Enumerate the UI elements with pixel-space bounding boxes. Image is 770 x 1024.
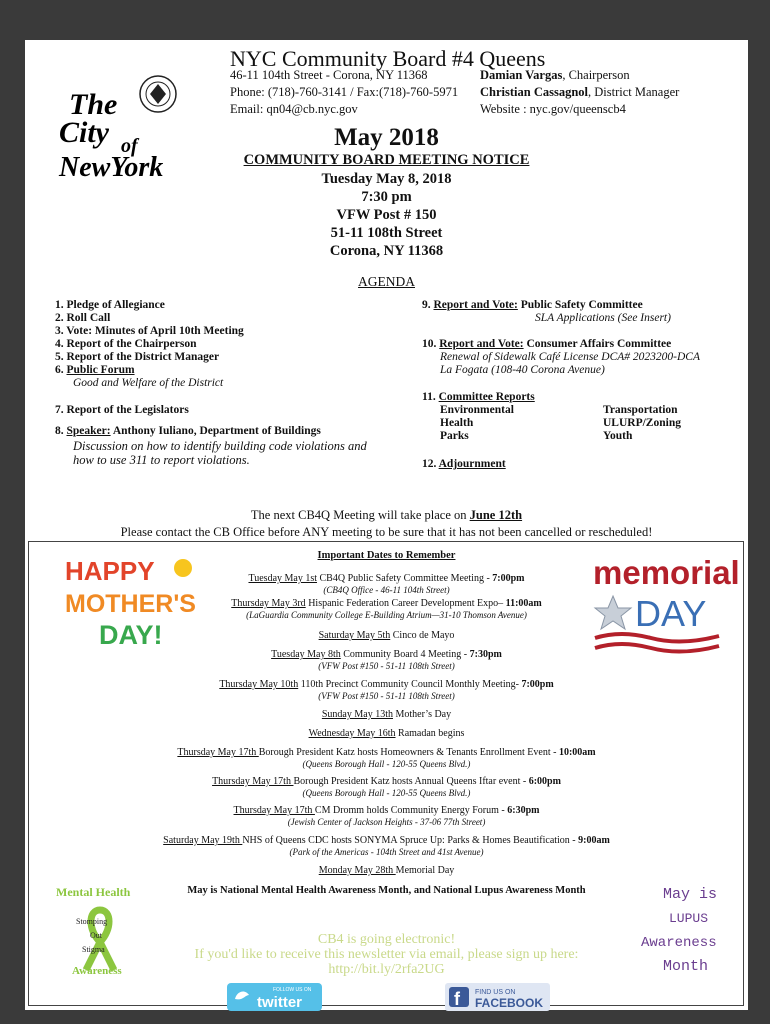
agenda-item-1: 1. Pledge of Allegiance xyxy=(55,299,165,311)
important-date-item xyxy=(125,679,648,690)
lupus-month: Month xyxy=(663,958,709,975)
committee-item: ULURP/Zoning xyxy=(603,417,681,429)
org-address: 46-11 104th Street - Corona, NY 11368 xyxy=(230,68,428,82)
important-date-event: Ramadan begins xyxy=(395,728,465,739)
important-date-event: Community Board 4 Meeting - xyxy=(340,649,470,660)
agenda-num-9: 9. xyxy=(422,299,434,311)
important-dates-title: Important Dates to Remember xyxy=(317,550,456,561)
next-meeting-date: June 12th xyxy=(469,508,523,522)
agenda-item-10-label: Report and Vote: xyxy=(439,338,524,350)
logo-of: of xyxy=(121,135,138,157)
agenda-item-9-text: Public Safety Committee xyxy=(517,299,643,311)
important-date-day: Tuesday May 1st xyxy=(248,573,318,584)
important-date-item xyxy=(125,776,648,787)
important-date-day: Sunday May 13th xyxy=(321,709,393,720)
important-date-location: (VFW Post #150 - 51-11 108th Street) xyxy=(318,661,455,671)
important-date-day: Thursday May 10th xyxy=(219,679,299,690)
meeting-time: 7:30 pm xyxy=(361,189,412,205)
important-date-location: (Queens Borough Hall - 120-55 Queens Blvd.) xyxy=(302,788,471,798)
important-date-location: (CB4Q Office - 46-11 104th Street) xyxy=(323,585,450,595)
agenda-item-6-sub: Good and Welfare of the District xyxy=(73,377,224,389)
twitter-top-label: FOLLOW US ON xyxy=(273,987,312,993)
important-date-time: 7:30pm xyxy=(469,649,502,660)
meeting-street: 51-11 108th Street xyxy=(330,225,443,241)
agenda-num-12: 12. xyxy=(422,458,439,470)
mothers-day: DAY! xyxy=(99,620,163,650)
important-date-time: 10:00am xyxy=(558,747,596,758)
important-date-day: Thursday May 17th xyxy=(233,805,315,816)
important-date-location: (LaGuardia Community College E-Building Atrium—31-10 Thomson Avenue) xyxy=(246,610,527,620)
agenda-public-forum: Public Forum xyxy=(66,364,135,376)
important-date-event: NHS of Queens CDC hosts SONYMA Spruce Up: Parks & Homes Beautification - xyxy=(242,835,579,846)
committee-item: Transportation xyxy=(603,404,678,416)
agenda-item-10-sub-1: Renewal of Sidewalk Café License DCA# 2023200-DCA xyxy=(440,351,700,363)
agenda-item-10-text: Consumer Affairs Committee xyxy=(523,338,672,350)
next-meeting xyxy=(25,508,748,523)
agenda-title: AGENDA xyxy=(358,274,415,289)
important-date-item xyxy=(125,709,648,720)
agenda-speaker: Anthony Iuliano, Department of Buildings xyxy=(110,425,321,437)
meeting-place: VFW Post # 150 xyxy=(336,207,437,223)
important-date-day: Saturday May 19th xyxy=(163,835,243,846)
promo-line-2: If you'd like to receive this newsletter via email, please sign up here: xyxy=(194,947,579,962)
important-date-day: Wednesday May 16th xyxy=(308,728,396,739)
important-date-day: Monday May 28th xyxy=(318,865,396,876)
org-phone: Phone: (718)-760-3141 / Fax:(718)-760-5971 xyxy=(230,85,459,99)
lupus-awareness: Awareness xyxy=(641,935,717,951)
memorial-word: memorial xyxy=(593,554,740,591)
district-manager xyxy=(480,85,679,100)
agenda-item-4: 4. Report of the Chairperson xyxy=(55,338,197,350)
meeting-city: Corona, NY 11368 xyxy=(329,243,444,259)
important-date-location: (Queens Borough Hall - 120-55 Queens Blvd.) xyxy=(302,759,471,769)
agenda-num-8: 8. xyxy=(55,425,67,437)
agenda-item-6 xyxy=(55,364,135,377)
important-date-day: Tuesday May 8th xyxy=(271,649,341,660)
agenda-item-2: 2. Roll Call xyxy=(55,312,111,324)
mental-stomping: Stomping xyxy=(76,917,108,926)
mental-health-graphic xyxy=(50,882,150,977)
logo-city: City xyxy=(59,116,109,149)
mental-health-title: Mental Health xyxy=(56,885,131,899)
chairperson xyxy=(480,68,630,83)
lupus-may: May is xyxy=(663,886,718,903)
important-date-item xyxy=(125,835,648,846)
meeting-date: Tuesday May 8, 2018 xyxy=(321,171,452,187)
agenda-speaker-label: Speaker: xyxy=(66,425,111,437)
notice-title: COMMUNITY BOARD MEETING NOTICE xyxy=(243,152,530,168)
important-date-location: (VFW Post #150 - 51-11 108th Street) xyxy=(318,691,455,701)
chair-title: , Chairperson xyxy=(562,68,630,82)
important-date-item xyxy=(125,630,648,641)
important-date-event: Cinco de Mayo xyxy=(390,630,455,641)
twitter-bird-icon xyxy=(235,992,249,1000)
agenda-item-12 xyxy=(422,458,506,471)
org-email[interactable]: Email: qn04@cb.nyc.gov xyxy=(230,102,358,116)
facebook-top-label: FIND US ON xyxy=(475,989,516,996)
promo-line-1: CB4 is going electronic! xyxy=(317,932,456,947)
twitter-button[interactable] xyxy=(227,983,322,1011)
contact-note: Please contact the CB Office before ANY meeting to be sure that it has not been cancelled or rescheduled! xyxy=(120,525,653,539)
important-date-day: Saturday May 5th xyxy=(318,630,391,641)
important-date-day: Thursday May 3rd xyxy=(231,598,306,609)
month-title: May 2018 xyxy=(334,124,439,151)
important-date-day: Thursday May 17th xyxy=(212,776,294,787)
important-date-item xyxy=(125,598,648,609)
important-date-item xyxy=(125,649,648,660)
chair-name: Damian Vargas xyxy=(480,68,563,82)
mothers-happy: HAPPY xyxy=(65,556,155,586)
important-date-item xyxy=(125,747,648,758)
agenda-num-6: 6. xyxy=(55,364,67,376)
svg-text:f: f xyxy=(454,989,460,1009)
facebook-button[interactable] xyxy=(445,983,550,1011)
logo-newyork: NewYork xyxy=(59,152,164,183)
important-date-time: 7:00pm xyxy=(521,679,554,690)
committee-item: Environmental xyxy=(440,404,514,416)
org-website[interactable]: Website : nyc.gov/queenscb4 xyxy=(480,102,626,116)
agenda-item-11-text: Committee Reports xyxy=(438,391,535,403)
important-date-event: Borough President Katz hosts Homeowners & Tenants Enrollment Event - xyxy=(258,747,559,758)
memorial-day-word: DAY xyxy=(635,593,707,634)
twitter-label: twitter xyxy=(257,994,302,1011)
agenda-item-8-sub-1: Discussion on how to identify building code violations and xyxy=(73,439,367,453)
important-date-item xyxy=(125,805,648,816)
important-date-event: CB4Q Public Safety Committee Meeting - xyxy=(317,573,493,584)
lupus-graphic xyxy=(639,880,729,980)
committee-item: Health xyxy=(440,417,474,429)
logo-the: The xyxy=(69,88,118,121)
dm-name: Christian Cassagnol xyxy=(480,85,589,99)
important-date-location: (Jewish Center of Jackson Heights - 37-06 77th Street) xyxy=(287,817,486,827)
agenda-item-11 xyxy=(422,391,535,404)
important-date-time: 11:00am xyxy=(505,598,542,609)
agenda-item-10-sub-2: La Fogata (108-40 Corona Avenue) xyxy=(440,364,605,376)
dm-title: , District Manager xyxy=(588,85,680,99)
important-date-day: Thursday May 17th xyxy=(177,747,259,758)
important-date-time: 9:00am xyxy=(578,835,610,846)
awareness-note: May is National Mental Health Awareness Month, and National Lupus Awareness Month xyxy=(187,885,586,896)
newsletter-page xyxy=(25,40,748,1010)
agenda-item-8-sub-2: how to use 311 to report violations. xyxy=(73,453,250,467)
important-date-time: 6:30pm xyxy=(507,805,540,816)
facebook-label: FACEBOOK xyxy=(475,996,544,1010)
agenda-item-9-sub: SLA Applications (See Insert) xyxy=(535,312,671,324)
agenda-num-11: 11. xyxy=(422,391,439,403)
org-name: NYC Community Board #4 Queens xyxy=(230,46,546,71)
important-date-time: 7:00pm xyxy=(492,573,525,584)
agenda-item-7: 7. Report of the Legislators xyxy=(55,404,189,416)
mental-out: Out xyxy=(90,931,102,940)
committee-item: Parks xyxy=(440,430,469,442)
important-date-event: Memorial Day xyxy=(395,865,455,876)
mental-stigma: Stigma xyxy=(82,945,105,954)
important-date-event: 110th Precinct Community Council Monthly Meeting- xyxy=(298,679,522,690)
agenda-num-10: 10. xyxy=(422,338,440,350)
lupus-word: LUPUS xyxy=(669,911,709,926)
important-date-event: CM Dromm holds Community Energy Forum - xyxy=(314,805,508,816)
agenda-item-10 xyxy=(422,338,671,351)
important-date-time: 6:00pm xyxy=(528,776,561,787)
promo-signup-link[interactable]: http://bit.ly/2rfa2UG xyxy=(328,962,445,977)
next-meeting-text: The next CB4Q Meeting will take place on xyxy=(250,508,470,522)
important-date-event: Hispanic Federation Career Development Expo– xyxy=(305,598,506,609)
important-date-event: Mother’s Day xyxy=(392,709,452,720)
important-date-location: (Park of the Americas - 104th Street and 41st Avenue) xyxy=(289,847,484,857)
agenda-item-5: 5. Report of the District Manager xyxy=(55,351,220,363)
mothers-mothers: MOTHER'S xyxy=(65,590,196,618)
important-date-item xyxy=(125,865,648,876)
important-date-event: Borough President Katz hosts Annual Queens Iftar event - xyxy=(293,776,529,787)
important-date-item xyxy=(125,728,648,739)
agenda-item-3: 3. Vote: Minutes of April 10th Meeting xyxy=(55,325,244,337)
committee-item: Youth xyxy=(603,430,633,442)
agenda-item-12-text: Adjournment xyxy=(438,458,506,470)
important-date-item xyxy=(125,573,648,584)
agenda-item-9 xyxy=(422,299,643,312)
mental-awareness: Awareness xyxy=(72,965,122,977)
agenda-item-8 xyxy=(55,425,321,438)
agenda-item-9-label: Report and Vote: xyxy=(433,299,518,311)
